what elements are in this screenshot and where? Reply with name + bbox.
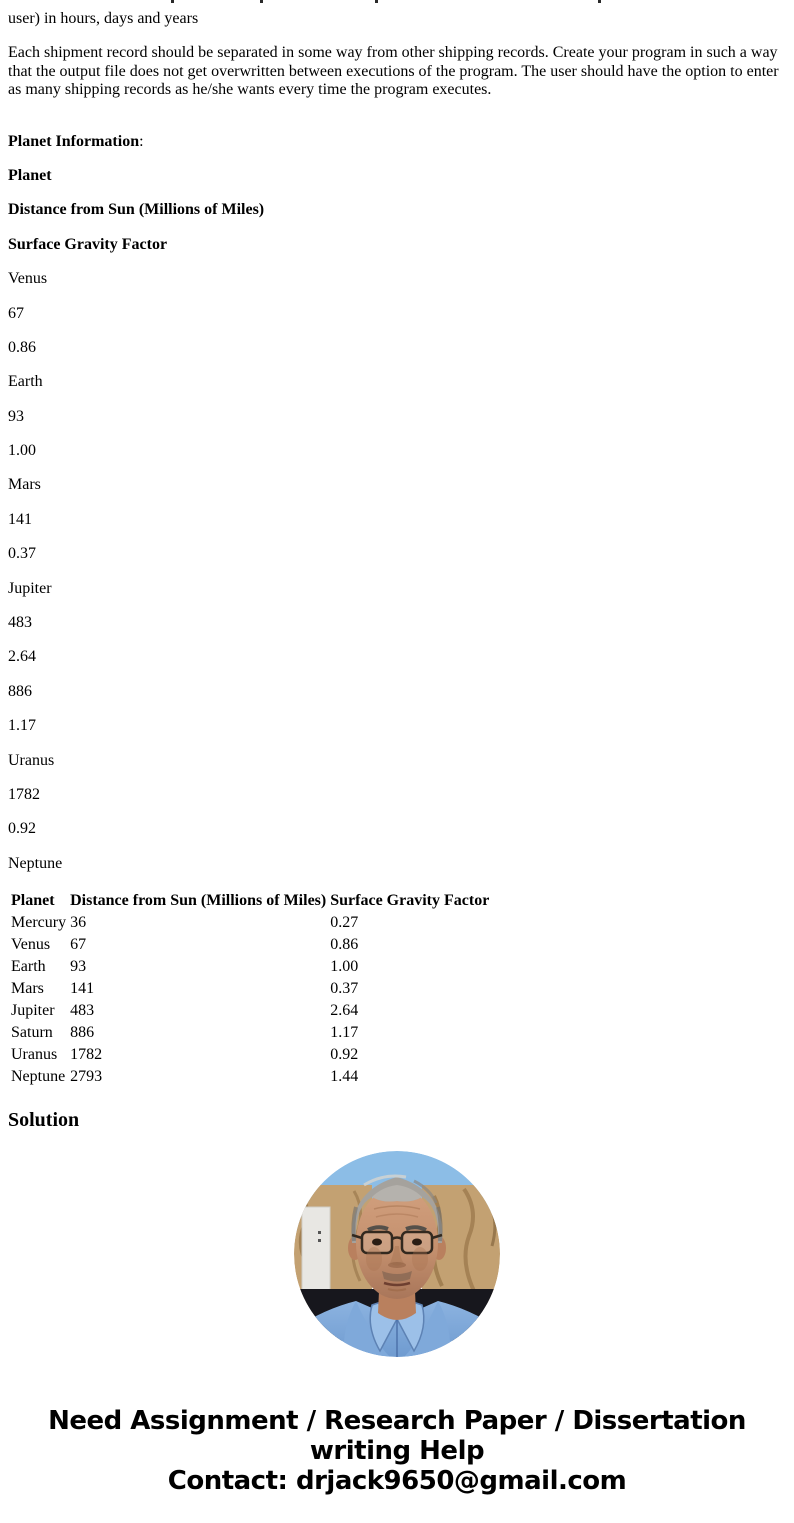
planet-table-head (10, 891, 490, 911)
photo-container (8, 1151, 786, 1357)
shipment-paragraph: Each shipment record should be separated in some way from other shipping records. Create your program in such a way that the output file does not get overwritten between executions of the program. The user should have the option to enter as many shipping records as he/she wants every time the program executes. (8, 44, 779, 99)
planet-table-row (10, 913, 490, 933)
field-header-gravity-text: Surface Gravity Factor (8, 235, 168, 253)
planet-list-item: Neptune (8, 854, 63, 872)
intro-continuation-line: user) in hours, days and years (8, 10, 199, 27)
contact-banner (8, 1406, 786, 1496)
planet-information-title-colon: : (139, 132, 144, 150)
planet-table-header-gravity: Surface Gravity Factor (330, 892, 490, 910)
distance-cell: 67 (70, 936, 87, 954)
distance-cell: 36 (70, 914, 87, 932)
planet-table-row (10, 935, 490, 955)
planet-list-item: 886 (8, 682, 32, 700)
planet-list-item: 1.00 (8, 442, 36, 460)
planet-list-item: 1.17 (8, 717, 36, 735)
planet-list-item: 2.64 (8, 648, 36, 666)
planet-table-body (10, 913, 490, 1087)
planet-table-header-planet: Planet (11, 892, 55, 910)
tutor-portrait-illustration (294, 1151, 500, 1357)
gravity-cell: 0.27 (330, 914, 359, 932)
planet-list-item: 0.37 (8, 545, 36, 563)
gravity-cell: 1.44 (330, 1068, 359, 1086)
planet-table-row (10, 1001, 490, 1021)
field-header-planet-text: Planet (8, 166, 52, 184)
tutor-portrait-photo (294, 1151, 500, 1357)
gravity-cell: 0.86 (330, 936, 359, 954)
planet-information-title (8, 133, 786, 151)
text-fragment (171, 0, 174, 3)
distance-cell: 886 (70, 1024, 95, 1042)
planet-table-header-distance: Distance from Sun (Millions of Miles) (70, 892, 327, 910)
planet-information-title-bold: Planet Information (8, 132, 140, 150)
planet-table-row (10, 1023, 490, 1043)
planet-list-item: 483 (8, 614, 32, 632)
field-header-planet (8, 167, 786, 185)
planet-list-item: Uranus (8, 751, 55, 769)
gravity-cell: 1.00 (330, 958, 359, 976)
distance-cell: 483 (70, 1002, 95, 1020)
planet-cell: Mercury (11, 914, 67, 932)
planet-value-list (8, 270, 786, 873)
distance-cell: 141 (70, 980, 95, 998)
gravity-cell: 2.64 (330, 1002, 359, 1020)
planet-list-item: 93 (8, 407, 24, 425)
planet-table-row (10, 957, 490, 977)
planet-cell: Uranus (11, 1046, 58, 1064)
planet-table (8, 889, 492, 1089)
distance-cell: 1782 (70, 1046, 103, 1064)
banner-help-text: Need Assignment / Research Paper / Dissertation writing Help (48, 1406, 746, 1467)
distance-cell: 2793 (70, 1068, 103, 1086)
banner-contact-email: Contact: drjack9650@gmail.com (167, 1466, 627, 1497)
field-header-gravity (8, 236, 786, 254)
planet-cell: Mars (11, 980, 44, 998)
text-fragment (598, 0, 601, 3)
planet-list-item: Mars (8, 476, 41, 494)
field-header-distance-text: Distance from Sun (Millions of Miles) (8, 201, 265, 219)
planet-cell: Venus (11, 936, 51, 954)
planet-list-item: Earth (8, 373, 43, 391)
contact-banner-inner (25, 1406, 769, 1496)
planet-cell: Neptune (11, 1068, 66, 1086)
planet-cell: Jupiter (11, 1002, 55, 1020)
gravity-cell: 1.17 (330, 1024, 359, 1042)
text-fragment (260, 0, 263, 3)
gravity-cell: 0.92 (330, 1046, 359, 1064)
planet-table-row (10, 979, 490, 999)
document-content (0, 10, 794, 1496)
planet-table-header-row (10, 891, 490, 911)
distance-cell: 93 (70, 958, 87, 976)
planet-list-item: 141 (8, 510, 32, 528)
planet-list-item: 0.92 (8, 820, 36, 838)
planet-cell: Earth (11, 958, 46, 976)
planet-list-item: Venus (8, 270, 48, 288)
planet-list-item: 67 (8, 304, 24, 322)
planet-list-item: 1782 (8, 785, 40, 803)
field-header-distance (8, 201, 786, 219)
planet-table-row (10, 1067, 490, 1087)
text-fragment (375, 0, 378, 3)
solution-heading: Solution (8, 1109, 80, 1132)
gravity-cell: 0.37 (330, 980, 359, 998)
planet-table-row (10, 1045, 490, 1065)
planet-list-item: Jupiter (8, 579, 52, 597)
planet-list-item: 0.86 (8, 338, 36, 356)
planet-cell: Saturn (11, 1024, 53, 1042)
